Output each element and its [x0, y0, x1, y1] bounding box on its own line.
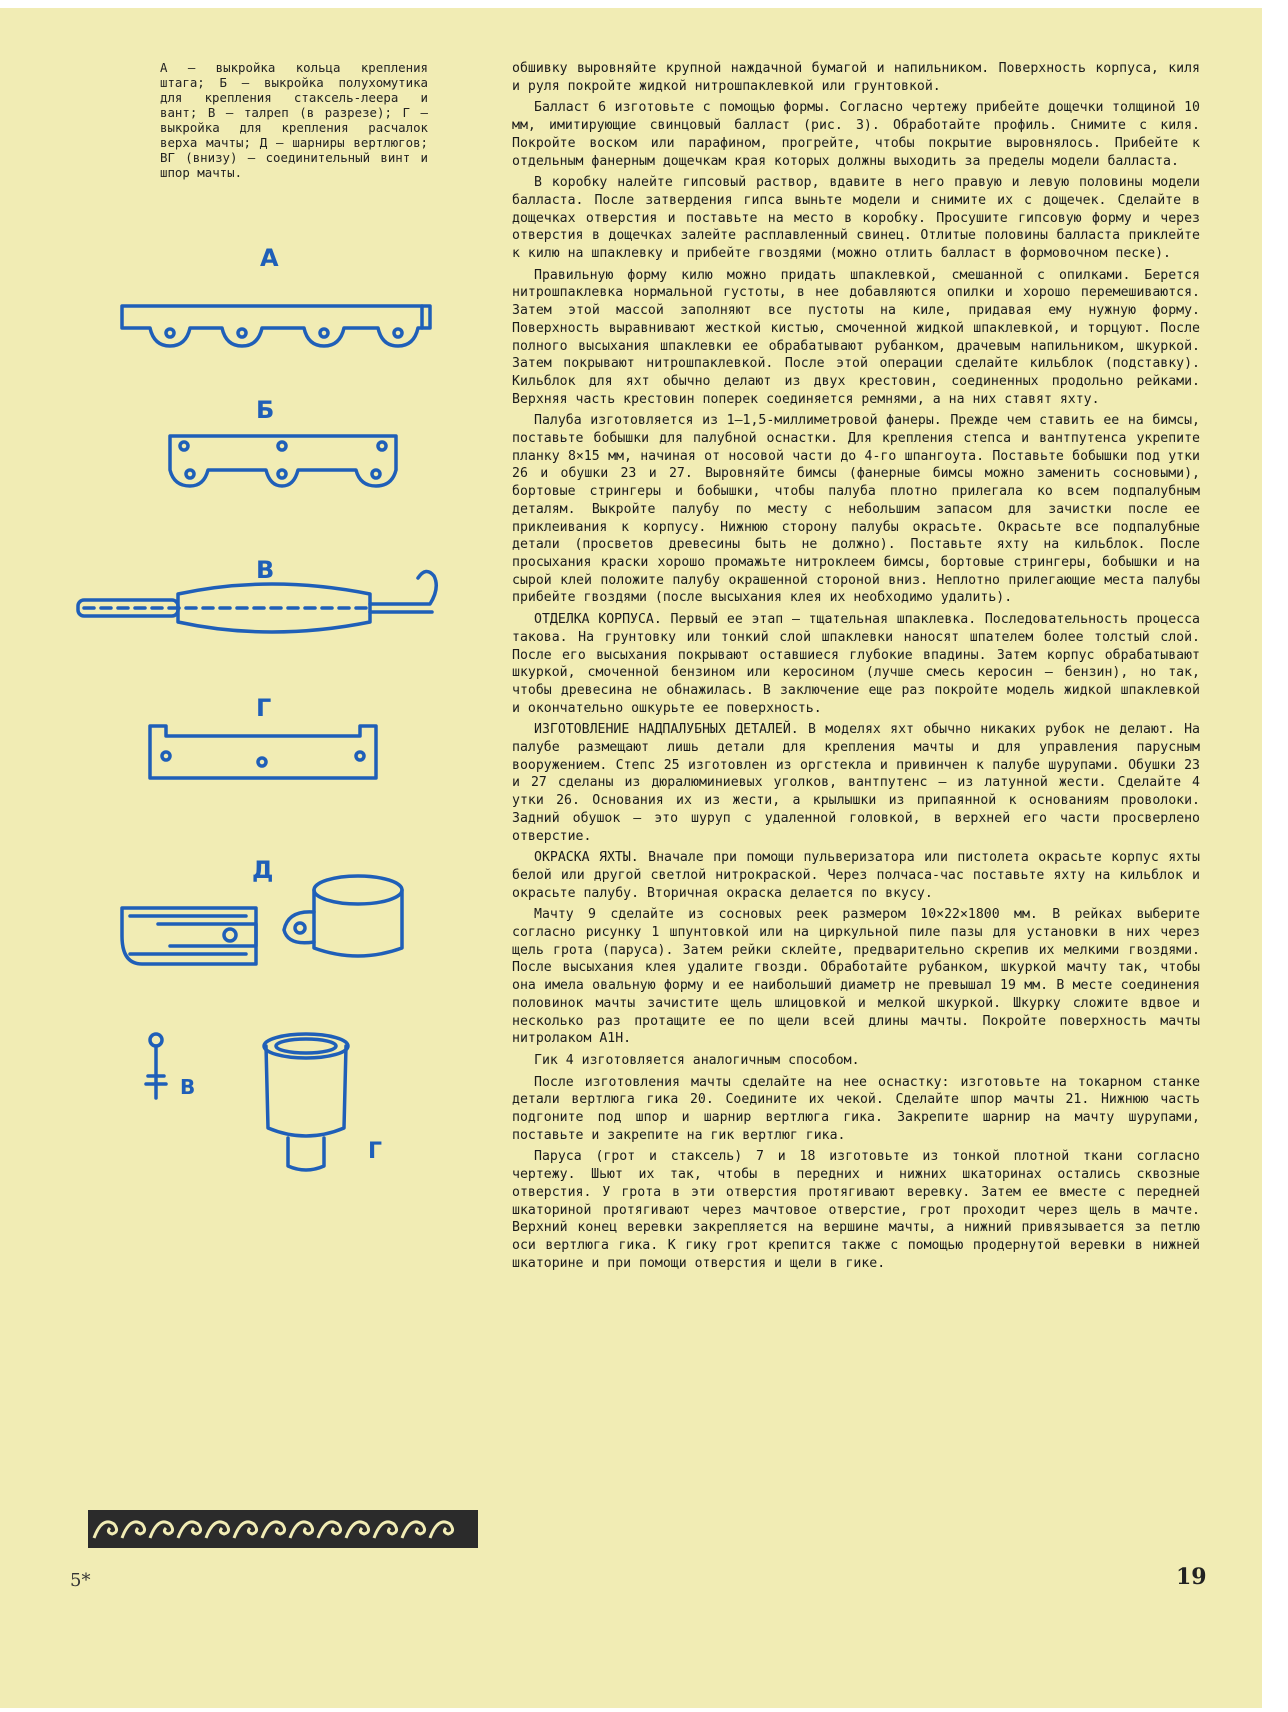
figure-d-hinge-left: [122, 908, 256, 964]
figure-label-g2: Г: [368, 1139, 383, 1164]
figure-label-g: Г: [256, 694, 272, 722]
figure-b-half-clamp: [170, 436, 396, 486]
wave-ornament: [88, 1510, 478, 1548]
paragraph-mast: Мачту 9 сделайте из сосновых реек размером 10×22×1800 мм. В рейках выберите согласно рисунку 1 шпунтовкой или на циркульной пиле пазы для установки в них через щель грота (паруса). Затем рейки склейте, предварительно скрепив их мелкими гвоздями. После высыхания клея удалите гвозди. Обработайте рубанком, шкуркой мачту так, чтобы она имела овальную форму и ее наибольший диаметр не превышал 19 мм. В месте соединения половинок мачты зачистите щель шлицовкой и мелкой шкуркой. Шкурку сложите вдвое и несколько раз протащите ее по щели всей длины мачты. Покройте поверхность мачты нитролаком А1Н.: [512, 907, 1200, 1047]
paragraph-deck: Палуба изготовляется из 1—1,5-миллиметровой фанеры. Прежде чем ставить ее на бимсы, поставьте бобышки для палубной оснастки. Для крепления степса и вантпутенса укрепите планку 8×15 мм, начиная от носовой части до 4-го шпангоута. Поставьте бобышки под утки 26 и обушки 23 и 27. Выровняйте бимсы (фанерные бимсы можно заменить сосновыми), бортовые стрингеры и бобышки, чтобы палуба плотно прилегала ко всем подпалубным деталям. Выкройте палубу по месту с небольшим запасом для зачистки после ее приклеивания к корпусу. Нижнюю сторону палубы окрасьте. Окрасьте все подпалубные детали (просветов древесины быть не должно). Поставьте яхту на кильблок. После просыхания краски хорошо промажьте нитроклеем бимсы, бортовые стрингеры, бобышки и на сырой клей положите палубу окрашенной стороной вниз. Неплотно прилегающие места палубы прибейте гвоздями (после высыхания клея их необходимо удалить).: [512, 413, 1200, 606]
paragraph-hull-finish: обшивку выровняйте крупной наждачной бумагой и напильником. Поверхность корпуса, киля и руля покройте жидкой нитрошпаклевкой или грунтовкой.: [512, 61, 1200, 94]
paragraph-rigging: После изготовления мачты сделайте на нее оснастку: изготовьте на токарном станке детали вертлюга гика 20. Соедините их чекой. Сделайте шпор мачты 21. Нижнюю часть подгоните под шпор и шарнир вертлюга гика. Закрепите шарнир на мачту шурупами, поставьте и закрепите на гик вертлюг гика.: [512, 1074, 1200, 1143]
figure-label-a: А: [260, 248, 279, 272]
figure-label-v: В: [256, 556, 275, 584]
paragraph-keel-shape: Правильную форму килю можно придать шпаклевкой, смешанной с опилками. Берется нитрошпаклевка нормальной густоты, в нее добавляются опилки и хорошо перемешиваются. Затем этой массой заполняют все пустоты на киле, придавая ему нужную форму. Поверхность выравнивают жесткой кистью, смоченной жидкой шпаклевкой, и торцуют. После полного высыхания шпаклевки ее обрабатывают рубанком, драчевым напильником, шкуркой. Затем покрывают нитрошпаклевкой. После этой операции сделайте кильблок (подставку). Кильблок для яхт обычно делают из двух крестовин, соединенных продольно рейками. Верхняя часть крестовин поперек соединяется ремнями, а на них ставят яхту.: [512, 267, 1200, 407]
magazine-page: [0, 8, 1262, 1708]
figure-g-mast-fitting: [150, 726, 376, 778]
paragraph-painting: ОКРАСКА ЯХТЫ. Вначале при помощи пульверизатора или пистолета окрасьте корпус яхты белой или другой светлой нитрокраской. Через полчаса-час поставьте яхту на кильблок и окрасьте палубу. Вторичная окраска делается по вкусу.: [512, 850, 1200, 901]
paragraph-sails: Паруса (грот и стаксель) 7 и 18 изготовьте из тонкой плотной ткани согласно чертежу. Шьют их так, чтобы в передних и нижних шкаторинах остались сквозные отверстия. У грота в эти отверстия протягивают веревку. Затем ее вместе с передней шкаториной протягивают через мачтовое отверстие, грот проходит через щель в мачте. Верхний конец веревки закрепляется на вершине мачты, а нижний привязывается за петлю оси вертлюга гика. К гику грот крепится также с помощью продернутой веревки в нижней шкаторине и при помощи отверстия и щели в гике.: [512, 1149, 1200, 1271]
paragraph-casting: В коробку налейте гипсовый раствор, вдавите в него правую и левую половины модели балласта. После затвердения гипса выньте модели и снимите их с дощечек. Сделайте в дощечках отверстия и поставьте на место в коробку. Просушите гипсовую форму и через отверстия в дощечках залейте расплавленный свинец. Отлитые половины балласта приклейте к килю на шпаклевку и прибейте гвоздями (можно отлить балласт в формовочном песке).: [512, 175, 1200, 262]
figure-drawings: [70, 248, 490, 1538]
figure-v2-screw: [146, 1034, 166, 1098]
figure-label-b: Б: [256, 396, 275, 424]
figure-d-hinge-right: [284, 876, 402, 956]
figure-a-ring-strap: [122, 306, 430, 346]
figure-label-v2: В: [180, 1075, 196, 1099]
paragraph-ballast: Балласт 6 изготовьте с помощью формы. Согласно чертежу прибейте дощечки толщиной 10 мм, имитирующие свинцовый балласт (рис. 3). Обработайте профиль. Снимите с киля. Покройте воском или парафином, прогрейте, чтобы покрытие выровнялось. Прибейте к отдельным фанерным дощечкам края которых должны выходить за пределы модели балласта.: [512, 100, 1200, 169]
article-text-column: [512, 60, 1200, 1276]
paragraph-hull-finishing: ОТДЕЛКА КОРПУСА. Первый ее этап — тщательная шпаклевка. Последовательность процесса такова. На грунтовку или тонкий слой шпаклевки наносят шпателем более толстый слой. После его высыхания покрывают оставшиеся глубокие впадины. Затем корпус обрабатывают шкуркой, смоченной бензином или керосином (лучше смесь керосин — бензин), но так, чтобы древесина не обнажилась. В заключение еще раз покройте модель жидкой шпаклевкой и окончательно ошкурьте ее поверхность.: [512, 612, 1200, 716]
figure-label-d: Д: [252, 856, 274, 884]
paragraph-boom: Гик 4 изготовляется аналогичным способом.: [534, 1052, 860, 1068]
signature-mark: 5*: [70, 1570, 91, 1591]
page-number: 19: [1176, 1564, 1207, 1590]
paragraph-deck-fittings: ИЗГОТОВЛЕНИЕ НАДПАЛУБНЫХ ДЕТАЛЕЙ. В моделях яхт обычно никаких рубок не делают. На палубе размещают лишь детали для крепления мачты и для управления парусным вооружением. Степс 25 изготовлен из оргстекла и привинчен к палубе шурупами. Обушки 23 и 27 сделаны из дюралюминиевых уголков, вантпутенс — из латунной жести. Сделайте 4 утки 26. Основания их из жести, а крылышки из припаянной к основаниям проволоки. Задний обушок — это шуруп с удаленной головкой, в верхней его части просверлено отверстие.: [512, 722, 1200, 844]
figure-g2-mast-heel: [264, 1034, 348, 1170]
figure-caption: А — выкройка кольца крепления штага; Б — выкройка полухомутика для крепления стаксель-леера и вант; В — талреп (в разрезе); Г — выкройка для крепления расчалок верха мачты; Д — шарниры вертлюгов; ВГ (внизу) — соединительный винт и шпор мачты.: [160, 60, 428, 180]
